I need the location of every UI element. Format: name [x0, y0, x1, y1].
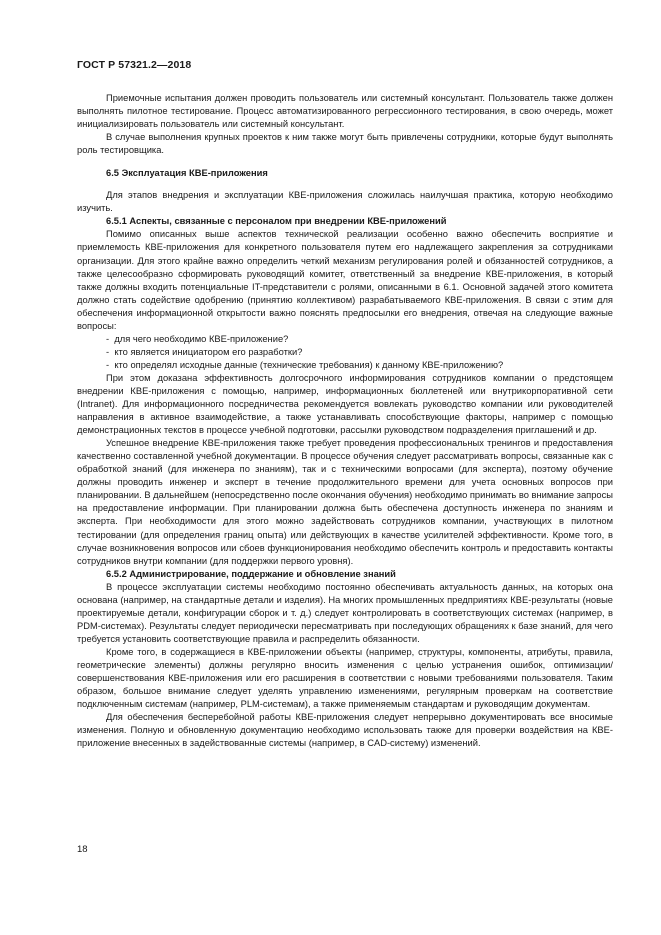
document-body: [77, 92, 613, 750]
list-item: - кто определял исходные данные (технические требования) к данному КВЕ-приложению?: [106, 359, 613, 372]
paragraph-personnel-aspects: Помимо описанных выше аспектов технической реализации особенно важно обеспечить восприятие и приемлемость КВЕ-приложения для конкретного пользователя путем его надлежащего закрепления за сотрудниками организации. Для этого крайне важно определить четкий механизм регулирования ролей и обязанностей сотрудников, а также целесообразно сформировать руководящий комитет, ответственный за внедрение КВЕ-приложения, в который также должны входить потенциальные IT-представители с ролями, описанными в 6.1. Основной задачей этого комитета должно стать содействие одобрению (принятию коллективом) разрабатываемого КВЕ-приложения. В связи с этим для обеспечения информационной открытости важно пояснять предпосылки его внедрения, отвечая на следующие важные вопросы:: [77, 229, 613, 331]
standard-header: ГОСТ Р 57321.2—2018: [77, 59, 192, 71]
paragraph-change-management: Кроме того, в содержащиеся в КВЕ-приложении объекты (например, структуры, компоненты, атрибуты, правила, геометрические элементы) должны регулярно вносить изменения с целью устранения ошибок, оптимизации/совершенствования КВЕ-приложения или его расширения в соответствии с новыми требованиями пользователя. Таким образом, большое внимание следует уделять управлению изменениями, регулярным проверкам на соответствие подключенным системам (например, PLM-системам), а также применяемым стандартам и руководящим документам.: [77, 646, 613, 710]
paragraph-testers: В случае выполнения крупных проектов к ним также могут быть привлечены сотрудники, которые будут выполнять роль тестировщика.: [77, 132, 613, 156]
paragraph-best-practice: Для этапов внедрения и эксплуатации КВЕ-приложения сложилась наилучшая практика, которую необходимо изучить.: [77, 190, 613, 214]
paragraph-informing: При этом доказана эффективность долгосрочного информирования сотрудников компании о предстоящем внедрении КВЕ-приложения с помощью, например, информационных бюллетеней или внутрикорпоративной сети (Intranet). Для информационного посредничества рекомендуется вовлекать руководство компании или руководителей направления в активное взаимодействие, а также устанавливать способствующие факторы, например с помощью демонстрационных текстов в процессе учебной подготовки, рассылки руководством подразделения приглашений и др.: [77, 372, 613, 436]
section-heading-6-5: 6.5 Эксплуатация КВЕ-приложения: [106, 168, 268, 179]
questions-list: [77, 333, 613, 372]
list-item: - кто является инициатором его разработки?: [106, 346, 613, 359]
paragraph-training: Успешное внедрение КВЕ-приложения также требует проведения профессиональных тренингов и предоставления качественно составленной учебной документации. В процессе обучения следует рассматривать вопросы, связанные как с обработкой знаний (для инженера по знаниям), так и с техническими вопросами (для эксперта), поэтому обучение должны проводить инженер и эксперт в течение продолжительного времени для учета основных вопросов при планировании. В дальнейшем (непосредственно после окончания обучения) необходимо принимать во внимание запросы на предоставление информации. При планировании должна быть обеспечена доступность инженера по знаниям и эксперта. При необходимости для этого можно задействовать сотрудников компании, участвующих в пилотном тестировании (для определения границ опыта) или действующих в качестве усилителей эффективности. Кроме того, в случае возникновения вопросов или сбоев функционирования необходимо обеспечить контроль и предоставить контакты сотрудников внутри компании (для поддержки первого уровня).: [77, 438, 613, 566]
page-number: 18: [77, 844, 88, 855]
paragraph-documentation: Для обеспечения бесперебойной работы КВЕ-приложения следует непрерывно документировать все вносимые изменения. Полную и обновленную документацию необходимо использовать также для проверки воздействия на КВЕ-приложение внесенных в задействованные системы (например, в CAD-систему) изменений.: [77, 712, 613, 749]
paragraph-acceptance-testing: Приемочные испытания должен проводить пользователь или системный консультант. Пользователь также должен выполнять пилотное тестирование. Процесс автоматизированного регрессионного тестирования, в свою очередь, может инициализировать пользователь или системный консультант.: [77, 93, 613, 130]
paragraph-data-actuality: В процессе эксплуатации системы необходимо постоянно обеспечивать актуальность данных, на которых она основана (например, на стандартные детали и изделия). На многих промышленных предприятиях КВЕ-результаты (новые проектируемые детали, конфигурации сборок и т. д.) следует контролировать в соответствующих системах (например, в PDM-системах). Результаты следует периодически пересматривать при последующих обращениях к базе знаний, для чего требуется установить соответствующие правила и распределить обязанности.: [77, 581, 613, 644]
section-heading-6-5-1: 6.5.1 Аспекты, связанные с персоналом при внедрении КВЕ-приложений: [106, 216, 447, 227]
list-item: - для чего необходимо КВЕ-приложение?: [106, 333, 613, 346]
section-heading-6-5-2: 6.5.2 Администрирование, поддержание и обновление знаний: [106, 568, 396, 579]
